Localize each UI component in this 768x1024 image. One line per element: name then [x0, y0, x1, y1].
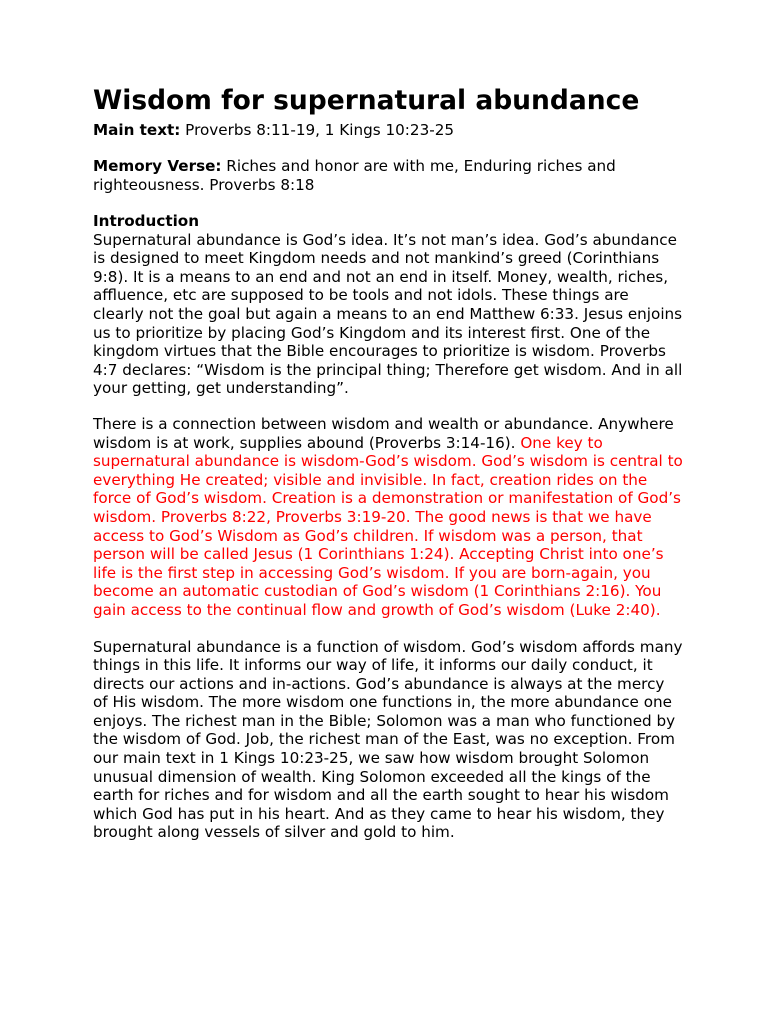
- main-text-value: Proverbs 8:11-19, 1 Kings 10:23-25: [180, 121, 455, 139]
- paragraph-2: [93, 415, 683, 620]
- main-text-line: [93, 121, 683, 139]
- main-text-label: Main text:: [93, 121, 181, 139]
- paragraph-1: Supernatural abundance is God’s idea. It’s not man’s idea. God’s abundance is designed to meet Kingdom needs and not mankind’s greed (Corinthians 9:8). It is a means to an end and not an end in itself. Money, wealth, riches, affluence, etc are supposed to be tools and not idols. These things are clearly not the goal but again a means to an end Matthew 6:33. Jesus enjoins us to prioritize by placing God’s Kingdom and its interest first. One of the kingdom virtues that the Bible encourages to prioritize is wisdom. Proverbs 4:7 declares: “Wisdom is the principal thing; Therefore get wisdom. And in all your getting, get understanding”.: [93, 230, 683, 398]
- memory-verse-value: Riches and honor are with me, Enduring riches and righteousness. Proverbs 8:18: [93, 157, 616, 194]
- introduction-heading: Introduction: [93, 212, 200, 231]
- document-page: [93, 84, 683, 842]
- paragraph-2-highlight-text: One key to supernatural abundance is wisdom-God’s wisdom. God’s wisdom is central to everything He created; visible and invisible. In fact, creation rides on the force of God’s wisdom. Creation is a demonstration or manifestation of God’s wisdom. Proverbs 8:22, Proverbs 3:19-20. The good news is that we have access to God’s Wisdom as God’s children. If wisdom was a person, that person will be called Jesus (1 Corinthians 1:24). Accepting Christ into one’s life is the first step in accessing God’s wisdom. If you are born-again, you become an automatic custodian of God’s wisdom (1 Corinthians 2:16). You gain access to the continual flow and growth of God’s wisdom (Luke 2:40).: [93, 433, 683, 619]
- memory-verse-label: Memory Verse:: [93, 157, 222, 176]
- document-title: Wisdom for supernatural abundance: [93, 85, 640, 116]
- paragraph-3: Supernatural abundance is a function of wisdom. God’s wisdom affords many things in this life. It informs our way of life, it informs our daily conduct, it directs our actions and in-actions. God’s abundance is always at the mercy of His wisdom. The more wisdom one functions in, the more abundance one enjoys. The richest man in the Bible; Solomon was a man who functioned by the wisdom of God. Job, the richest man of the East, was no exception. From our main text in 1 Kings 10:23-25, we saw how wisdom brought Solomon unusual dimension of wealth. King Solomon exceeded all the kings of the earth for riches and for wisdom and all the earth sought to hear his wisdom which God has put in his heart. And as they came to hear his wisdom, they brought along vessels of silver and gold to him.: [93, 637, 683, 842]
- paragraph-2-text: There is a connection between wisdom and wealth or abundance. Anywhere wisdom is at work, supplies abound (Proverbs 3:14-16).: [93, 414, 674, 452]
- memory-verse-line: [93, 157, 683, 194]
